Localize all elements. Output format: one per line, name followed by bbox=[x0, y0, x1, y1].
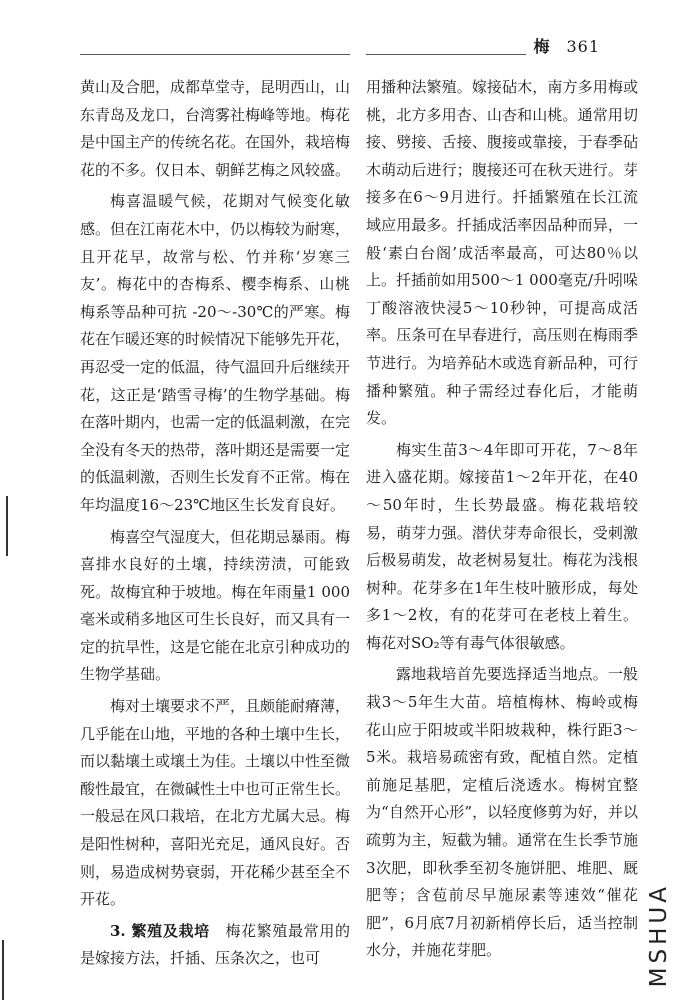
paragraph: 露地栽培首先要选择适当地点。一般栽3～5年生大苗。培植梅林、梅岭或梅花山应于阳坡或半阳坡栽种，株行距3～5米。栽培易疏密有致，配植自然。定植前施足基肥，定植后浇透水。梅树宜整为“自然开心形”，以轻度修剪为好，并以疏剪为主，短截为辅。通常在生长季节施3次肥，即秋季至初冬施饼肥、堆肥、厩肥等；含苞前尽早施尿素等速效“催花肥”，6月底7月初新梢停长后，适当控制水分，并施花芽肥。 bbox=[366, 665, 638, 960]
header-rule-right bbox=[366, 54, 526, 55]
paragraph: 梅实生苗3～4年即可开花，7～8年进入盛花期。嫁接苗1～2年开花，在40～50年时，生长势最盛。梅花栽培较易，萌芽力强。潜伏芽寿命很长，受刺激后极易萌发，故老树易复壮。梅花为浅根树种。花芽多在1年生枝叶腋形成，每处多1～2枚，有的花芽可在老枝上着生。梅花对SO₂等有毒气体很敏感。 bbox=[366, 440, 638, 652]
section-heading: 3. 繁殖及栽培 bbox=[110, 921, 210, 940]
page-number: 361 bbox=[566, 37, 600, 56]
watermark: MSHUA bbox=[646, 882, 672, 987]
left-column bbox=[80, 74, 350, 973]
scan-edge-mark bbox=[6, 496, 8, 556]
scan-edge-mark bbox=[2, 940, 4, 1000]
header-rule-left bbox=[80, 54, 350, 55]
paragraph: 用播种法繁殖。嫁接砧木，南方多用梅或桃，北方多用杏、山杏和山桃。通常用切接、劈接、舌接、腹接或靠接，于春季砧木萌动后进行；腹接还可在秋天进行。芽接多在6～9月进行。扦插繁殖在长江流域应用最多。扦插成活率因品种而异，一般‘素白台阁’成活率最高，可达80％以上。扦插前如用500～1 000毫克/升吲哚丁酸溶液快浸5～10秒钟，可提高成活率。压条可在早春进行，高压则在梅雨季节进行。为培养砧木或选育新品种，可行播种繁殖。种子需经过春化后，才能萌发。 bbox=[366, 78, 638, 428]
paragraph: 黄山及合肥，成都草堂寺，昆明西山，山东青岛及龙口，台湾雾社梅峰等地。梅花是中国主产的传统名花。在国外，栽培梅花的不多。仅日本、朝鲜艺梅之风较盛。 bbox=[80, 78, 351, 179]
section-paragraph bbox=[80, 918, 350, 973]
paragraph: 梅喜温暖气候，花期对气候变化敏感。但在江南花木中，仍以梅较为耐寒，且开花早，故常与松、竹并称‘岁寒三友’。梅花中的杏梅系、樱李梅系、山桃梅系等品种可抗 -20～-30℃的严寒。梅花在乍暖还寒的时候情况下能够先开花，再忍受一定的低温，待气温回升后继续开花，这正是‘踏雪寻梅’的生物学基础。梅在落叶期内，也需一定的低温刺激，在完全没有冬天的热带，落叶期还是需要一定的低温刺激，否则生长发育不正常。梅在年均温度16～23℃地区生长发育良好。 bbox=[80, 192, 351, 514]
paragraph: 梅对土壤要求不严，且颇能耐瘠薄，几乎能在山地，平地的各种土壤中生长，而以黏壤土或壤土为佳。土壤以中性至微酸性最宜，在微碱性土中也可正常生长。一般忌在风口栽培，在北方尤属大忌。梅是阳性树种，喜阳光充足，通风良好。否则，易造成树势衰弱，开花稀少甚至全不开花。 bbox=[80, 697, 351, 909]
right-column bbox=[366, 74, 638, 965]
section-text: 梅花繁殖最常用的是嫁接方法，扦插、压条次之，也可 bbox=[80, 921, 350, 968]
running-header bbox=[533, 34, 600, 57]
paragraph: 梅喜空气湿度大，但花期忌暴雨。梅喜排水良好的土壤，持续涝渍，可能致死。故梅宜种于坡地。梅在年雨量1 000毫米或稍多地区可生长良好，而又具有一定的抗旱性，这是它能在北京引种成功的生物学基础。 bbox=[80, 527, 351, 684]
section-title: 梅 bbox=[533, 37, 551, 56]
